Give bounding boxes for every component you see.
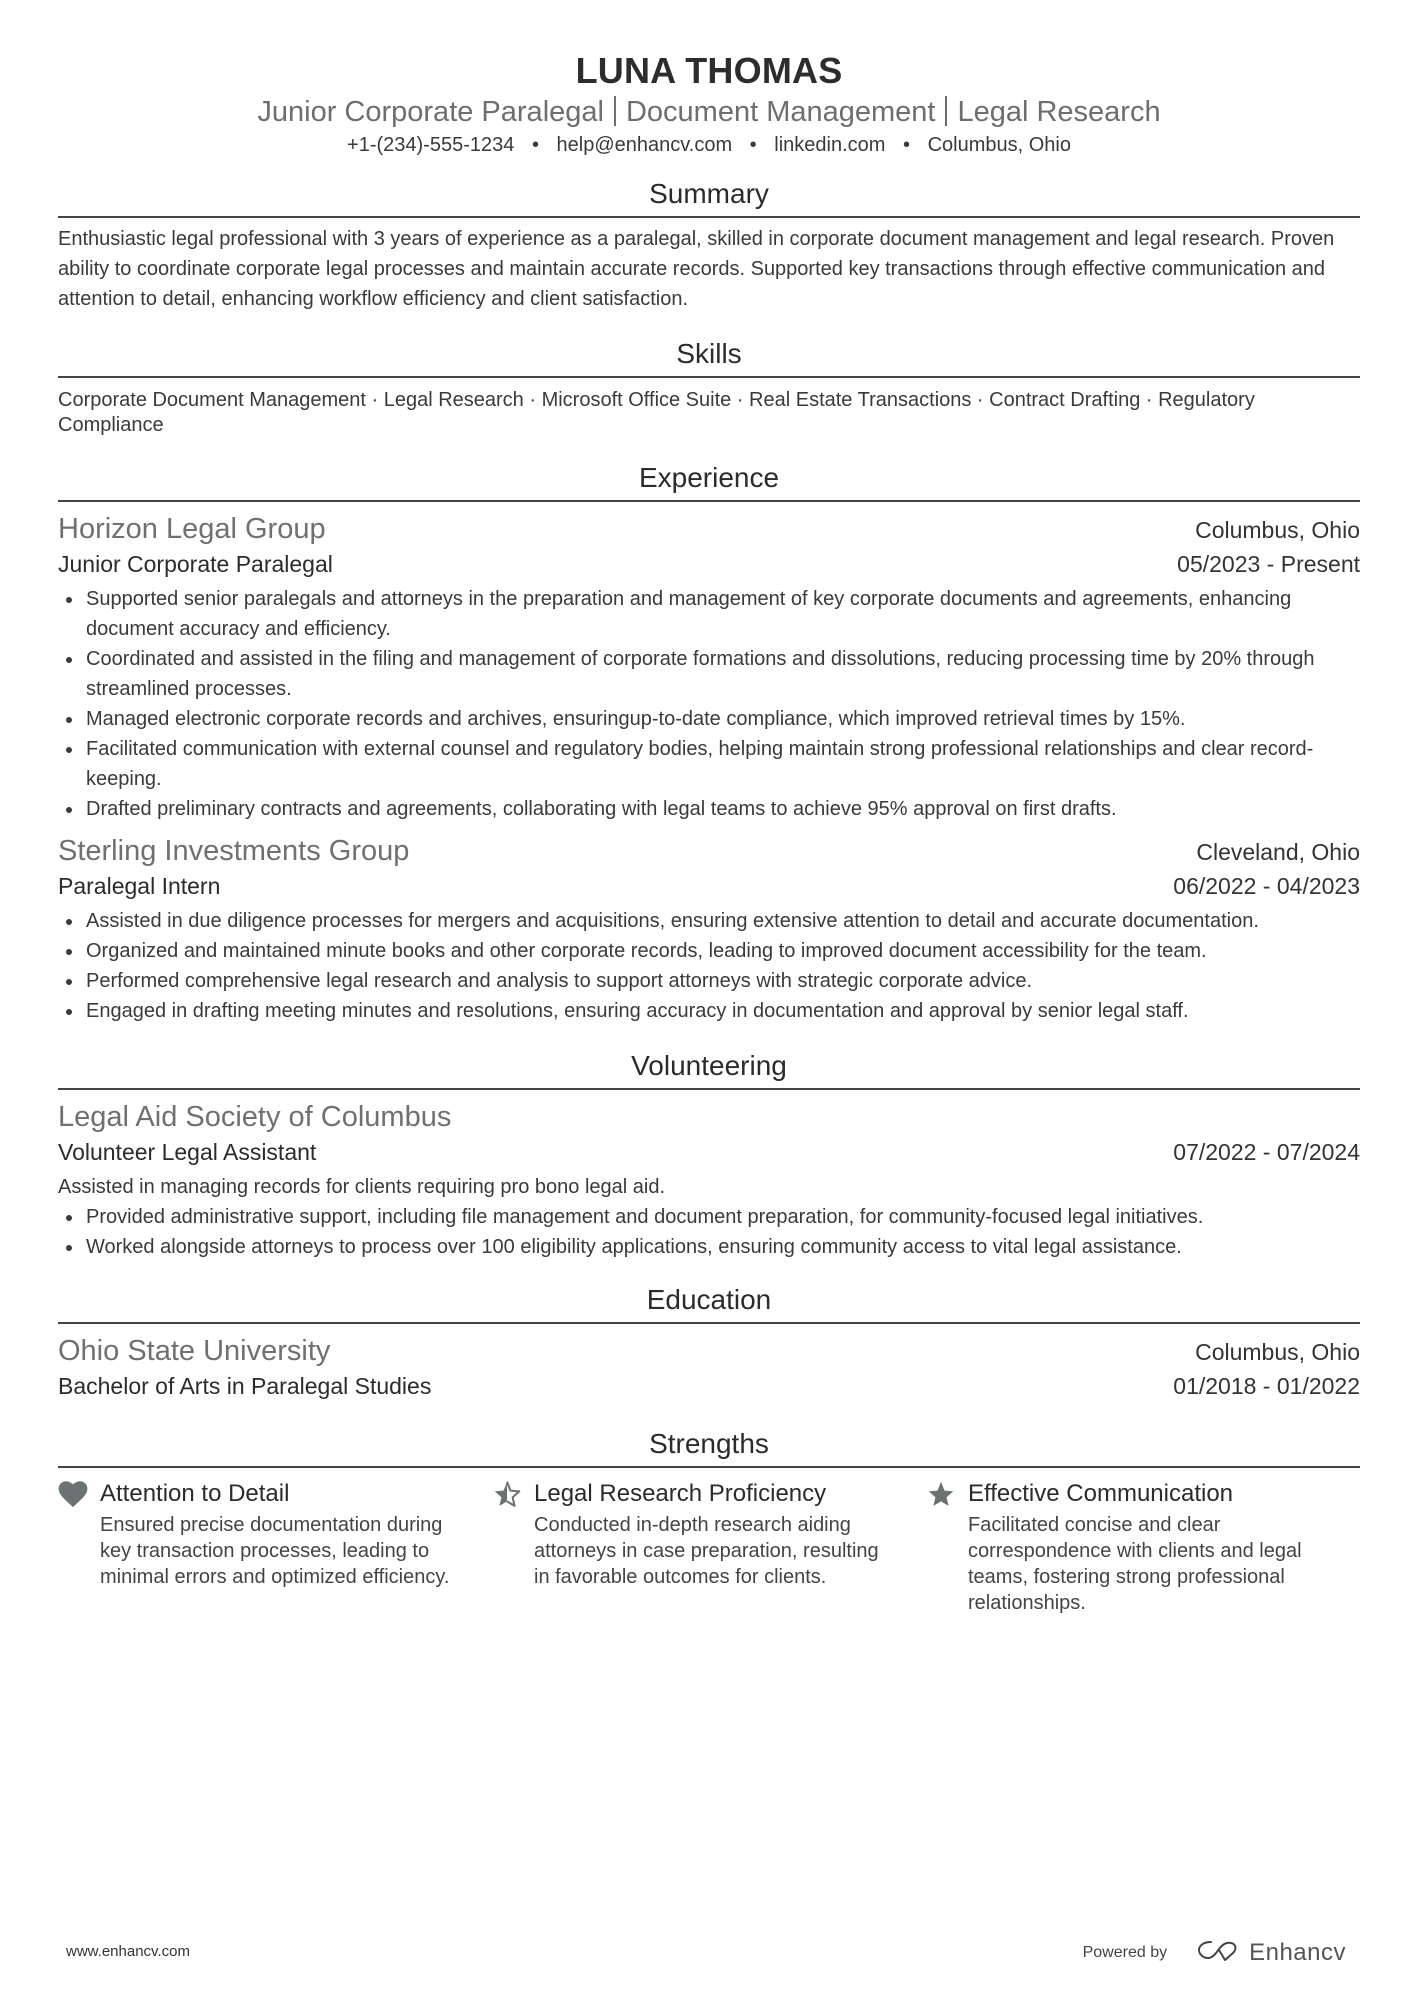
- candidate-name: LUNA THOMAS: [575, 50, 843, 91]
- powered-by: [1083, 1937, 1346, 1968]
- contact-line: [58, 132, 1360, 158]
- section-title: Skills: [58, 336, 1360, 378]
- headline-item: Legal Research: [957, 96, 1161, 128]
- job-title: Junior Corporate Paralegal: [58, 551, 333, 577]
- strength-item: [492, 1478, 926, 1616]
- job-location: Cleveland, Ohio: [1196, 839, 1360, 865]
- section-title: Volunteering: [58, 1048, 1360, 1090]
- achievement-list: [58, 1202, 1360, 1262]
- job-dates: 05/2023 - Present: [1177, 551, 1360, 577]
- strength-title: Effective Communication: [968, 1480, 1234, 1507]
- strength-title: Legal Research Proficiency: [534, 1480, 827, 1507]
- resume-page: [58, 0, 1360, 1616]
- volunteer-dates: 07/2022 - 07/2024: [1173, 1139, 1360, 1165]
- achievement-list: [58, 906, 1360, 1026]
- strengths-section: [58, 1426, 1360, 1616]
- section-title: Summary: [58, 176, 1360, 218]
- bullet-separator: •: [902, 134, 910, 156]
- list-item: Supported senior paralegals and attorneys in the preparation and management of key corporate documents and agreements, enhancing document accuracy and efficiency.: [58, 584, 1360, 644]
- achievement-list: [58, 584, 1360, 824]
- website-link[interactable]: www.enhancv.com: [66, 1943, 190, 1960]
- education-entry: [58, 1332, 1360, 1402]
- brand-name: Enhancv: [1249, 1938, 1346, 1966]
- section-title: Strengths: [58, 1426, 1360, 1468]
- company-name: Horizon Legal Group: [58, 513, 326, 545]
- summary-section: [58, 176, 1360, 314]
- school-location: Columbus, Ohio: [1195, 1339, 1360, 1365]
- phone: +1-(234)-555-1234: [347, 134, 515, 156]
- list-item: Managed electronic corporate records and archives, ensuringup-to-date compliance, which improved retrieval times by 15%.: [58, 704, 1360, 734]
- list-item: Assisted in due diligence processes for mergers and acquisitions, ensuring extensive attention to detail and accurate documentation.: [58, 906, 1360, 936]
- volunteering-section: [58, 1048, 1360, 1262]
- list-item: Worked alongside attorneys to process over 100 eligibility applications, ensuring community access to vital legal assistance.: [58, 1232, 1360, 1262]
- experience-entry: [58, 832, 1360, 1026]
- experience-entry: [58, 510, 1360, 824]
- volunteer-description: Assisted in managing records for clients requiring pro bono legal aid.: [58, 1176, 666, 1198]
- list-item: Drafted preliminary contracts and agreements, collaborating with legal teams to achieve 95% approval on first drafts.: [58, 794, 1360, 824]
- location: Columbus, Ohio: [927, 134, 1071, 156]
- star-icon: [926, 1478, 968, 1616]
- list-item: Provided administrative support, including file management and document preparation, for community-focused legal initiatives.: [58, 1202, 1360, 1232]
- headline-divider: [945, 96, 947, 126]
- strengths-grid: [58, 1478, 1360, 1616]
- volunteering-entry: [58, 1098, 1360, 1262]
- experience-section: [58, 460, 1360, 1026]
- company-name: Sterling Investments Group: [58, 835, 410, 867]
- list-item: Coordinated and assisted in the filing and management of corporate formations and dissolutions, reducing processing time by 20% through streamlined processes.: [58, 644, 1360, 704]
- linkedin-link[interactable]: linkedin.com: [774, 134, 886, 156]
- email-link[interactable]: help@enhancv.com: [556, 134, 733, 156]
- heart-icon: [58, 1478, 100, 1616]
- list-item: Facilitated communication with external counsel and regulatory bodies, helping maintain strong professional relationships and clear record-keeping.: [58, 734, 1360, 794]
- headline: [58, 94, 1360, 130]
- list-item: Performed comprehensive legal research and analysis to support attorneys with strategic corporate advice.: [58, 966, 1360, 996]
- list-item: Organized and maintained minute books and other corporate records, leading to improved document accessibility for the team.: [58, 936, 1360, 966]
- strength-description: Conducted in-depth research aiding attorneys in case preparation, resulting in favorable outcomes for clients.: [534, 1514, 879, 1588]
- resume-header: [58, 0, 1360, 158]
- organization-name: Legal Aid Society of Columbus: [58, 1101, 452, 1133]
- skills-section: [58, 336, 1360, 438]
- powered-by-label: Powered by: [1082, 1943, 1168, 1961]
- strength-description: Ensured precise documentation during key transaction processes, leading to minimal errors and optimized efficiency.: [100, 1514, 450, 1588]
- strength-item: [926, 1478, 1360, 1616]
- strength-description: Facilitated concise and clear correspondence with clients and legal teams, fostering strong professional relationships.: [968, 1514, 1302, 1614]
- job-title: Paralegal Intern: [58, 873, 221, 899]
- strength-item: [58, 1478, 492, 1616]
- job-location: Columbus, Ohio: [1195, 517, 1360, 543]
- page-footer: [0, 1935, 1410, 1965]
- education-dates: 01/2018 - 01/2022: [1173, 1373, 1360, 1399]
- headline-item: Junior Corporate Paralegal: [257, 96, 604, 128]
- list-item: Engaged in drafting meeting minutes and resolutions, ensuring accuracy in documentation and approval by senior legal staff.: [58, 996, 1360, 1026]
- education-section: [58, 1282, 1360, 1402]
- bullet-separator: •: [531, 134, 539, 156]
- strength-title: Attention to Detail: [100, 1480, 290, 1507]
- job-dates: 06/2022 - 04/2023: [1173, 873, 1360, 899]
- section-title: Education: [58, 1282, 1360, 1324]
- section-title: Experience: [58, 460, 1360, 502]
- headline-item: Document Management: [625, 96, 936, 128]
- summary-text: Enthusiastic legal professional with 3 years of experience as a paralegal, skilled in corporate document management and legal research. Proven ability to coordinate corporate legal processes and maintain accurate records. Supported key transactions through effective communication and attention to detail, enhancing workflow efficiency and client satisfaction.: [58, 228, 1335, 310]
- volunteer-role: Volunteer Legal Assistant: [58, 1139, 317, 1165]
- headline-divider: [614, 96, 616, 126]
- enhancv-logo-icon: [1195, 1937, 1241, 1968]
- degree: Bachelor of Arts in Paralegal Studies: [58, 1373, 432, 1399]
- skills-list: Corporate Document Management · Legal Research · Microsoft Office Suite · Real Estate Transactions · Contract Drafting · Regulatory Compliance: [58, 389, 1255, 436]
- bullet-separator: •: [749, 134, 757, 156]
- half-star-icon: [492, 1478, 534, 1616]
- school-name: Ohio State University: [58, 1335, 331, 1367]
